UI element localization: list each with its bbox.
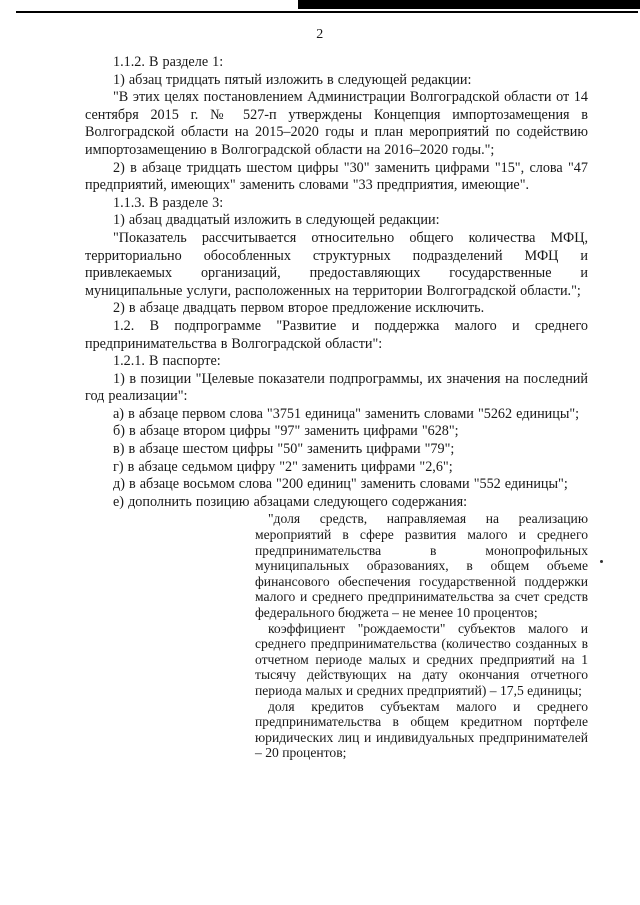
paragraph: 1.2. В подпрограмме "Развитие и поддержка малого и среднего предпринимательства в Волгоградской области": (85, 317, 588, 352)
document-body (85, 54, 588, 761)
paragraph: 1) в позиции "Целевые показатели подпрограммы, их значения на последний год реализации": (85, 370, 588, 405)
block-paragraph: "доля средств, направляемая на реализацию мероприятий в сфере развития малого и среднего предпринимательства в монопрофильных муниципальных образованиях, в общем объеме финансового обеспечения государственной поддержки малого и среднего предпринимательства за счет средств федерального бюджета – не менее 10 процентов; (255, 511, 588, 620)
paragraph: а) в абзаце первом слова "3751 единица" заменить словами "5262 единицы"; (113, 405, 580, 422)
paragraph: г) в абзаце седьмом цифру "2" заменить цифрами "2,6"; (113, 458, 453, 475)
paragraph: 2) в абзаце двадцать первом второе предложение исключить. (113, 300, 485, 317)
paragraph: "Показатель рассчитывается относительно общего количества МФЦ, территориально обособленных структурных подразделений МФЦ и привлекаемых организаций, предоставляющих государственные и муниципальные услуги, расположенных на территории Волгоградской области."; (85, 229, 588, 299)
paragraph: "В этих целях постановлением Администрации Волгоградской области от 14 сентября 2015 г. № 527-п утверждены Концепция импортозамещения в Волгоградской области на 2015–2020 годы и план мероприятий по содействию импортозамещению в Волгоградской области на 2016–2020 годы."; (85, 89, 588, 158)
indented-amendment-block (255, 511, 588, 761)
paragraph: 2) в абзаце тридцать шестом цифры "30" заменить цифрами "15", слова "47 предприятий, имеющих" заменить словами "33 предприятия, имеющие". (85, 159, 588, 194)
paragraph: б) в абзаце втором цифры "97" заменить цифрами "628"; (113, 423, 459, 440)
page-number: 2 (316, 27, 324, 42)
paragraph: в) в абзаце шестом цифры "50" заменить цифрами "79"; (113, 441, 455, 458)
paragraph: е) дополнить позицию абзацами следующего содержания: (113, 493, 468, 510)
paragraph: 1) абзац двадцатый изложить в следующей редакции: (113, 212, 440, 229)
paragraph: 1.2.1. В паспорте: (113, 353, 221, 370)
paragraph: 1.1.2. В разделе 1: (113, 54, 224, 70)
paragraph: 1) абзац тридцать пятый изложить в следующей редакции: (113, 71, 472, 88)
scan-artifact-dot (600, 560, 603, 563)
paragraph: 1.1.3. В разделе 3: (113, 194, 224, 211)
block-paragraph: доля кредитов субъектам малого и среднего предпринимательства в общем кредитном портфеле юридических лиц и индивидуальных предпринимателей – 20 процентов; (255, 698, 588, 761)
block-paragraph: коэффициент "рождаемости" субъектов малого и среднего предпринимательства (количество созданных в отчетном периоде малых и средних предприятий на 1 тысячу действующих на дату окончания отчетного периода малых и средних предприятий) – 17,5 единицы; (255, 620, 588, 698)
scan-artifact-top-line (16, 11, 638, 13)
paragraph: д) в абзаце восьмом слова "200 единиц" заменить словами "552 единицы"; (113, 476, 568, 493)
scan-artifact-top-bar (298, 0, 640, 9)
